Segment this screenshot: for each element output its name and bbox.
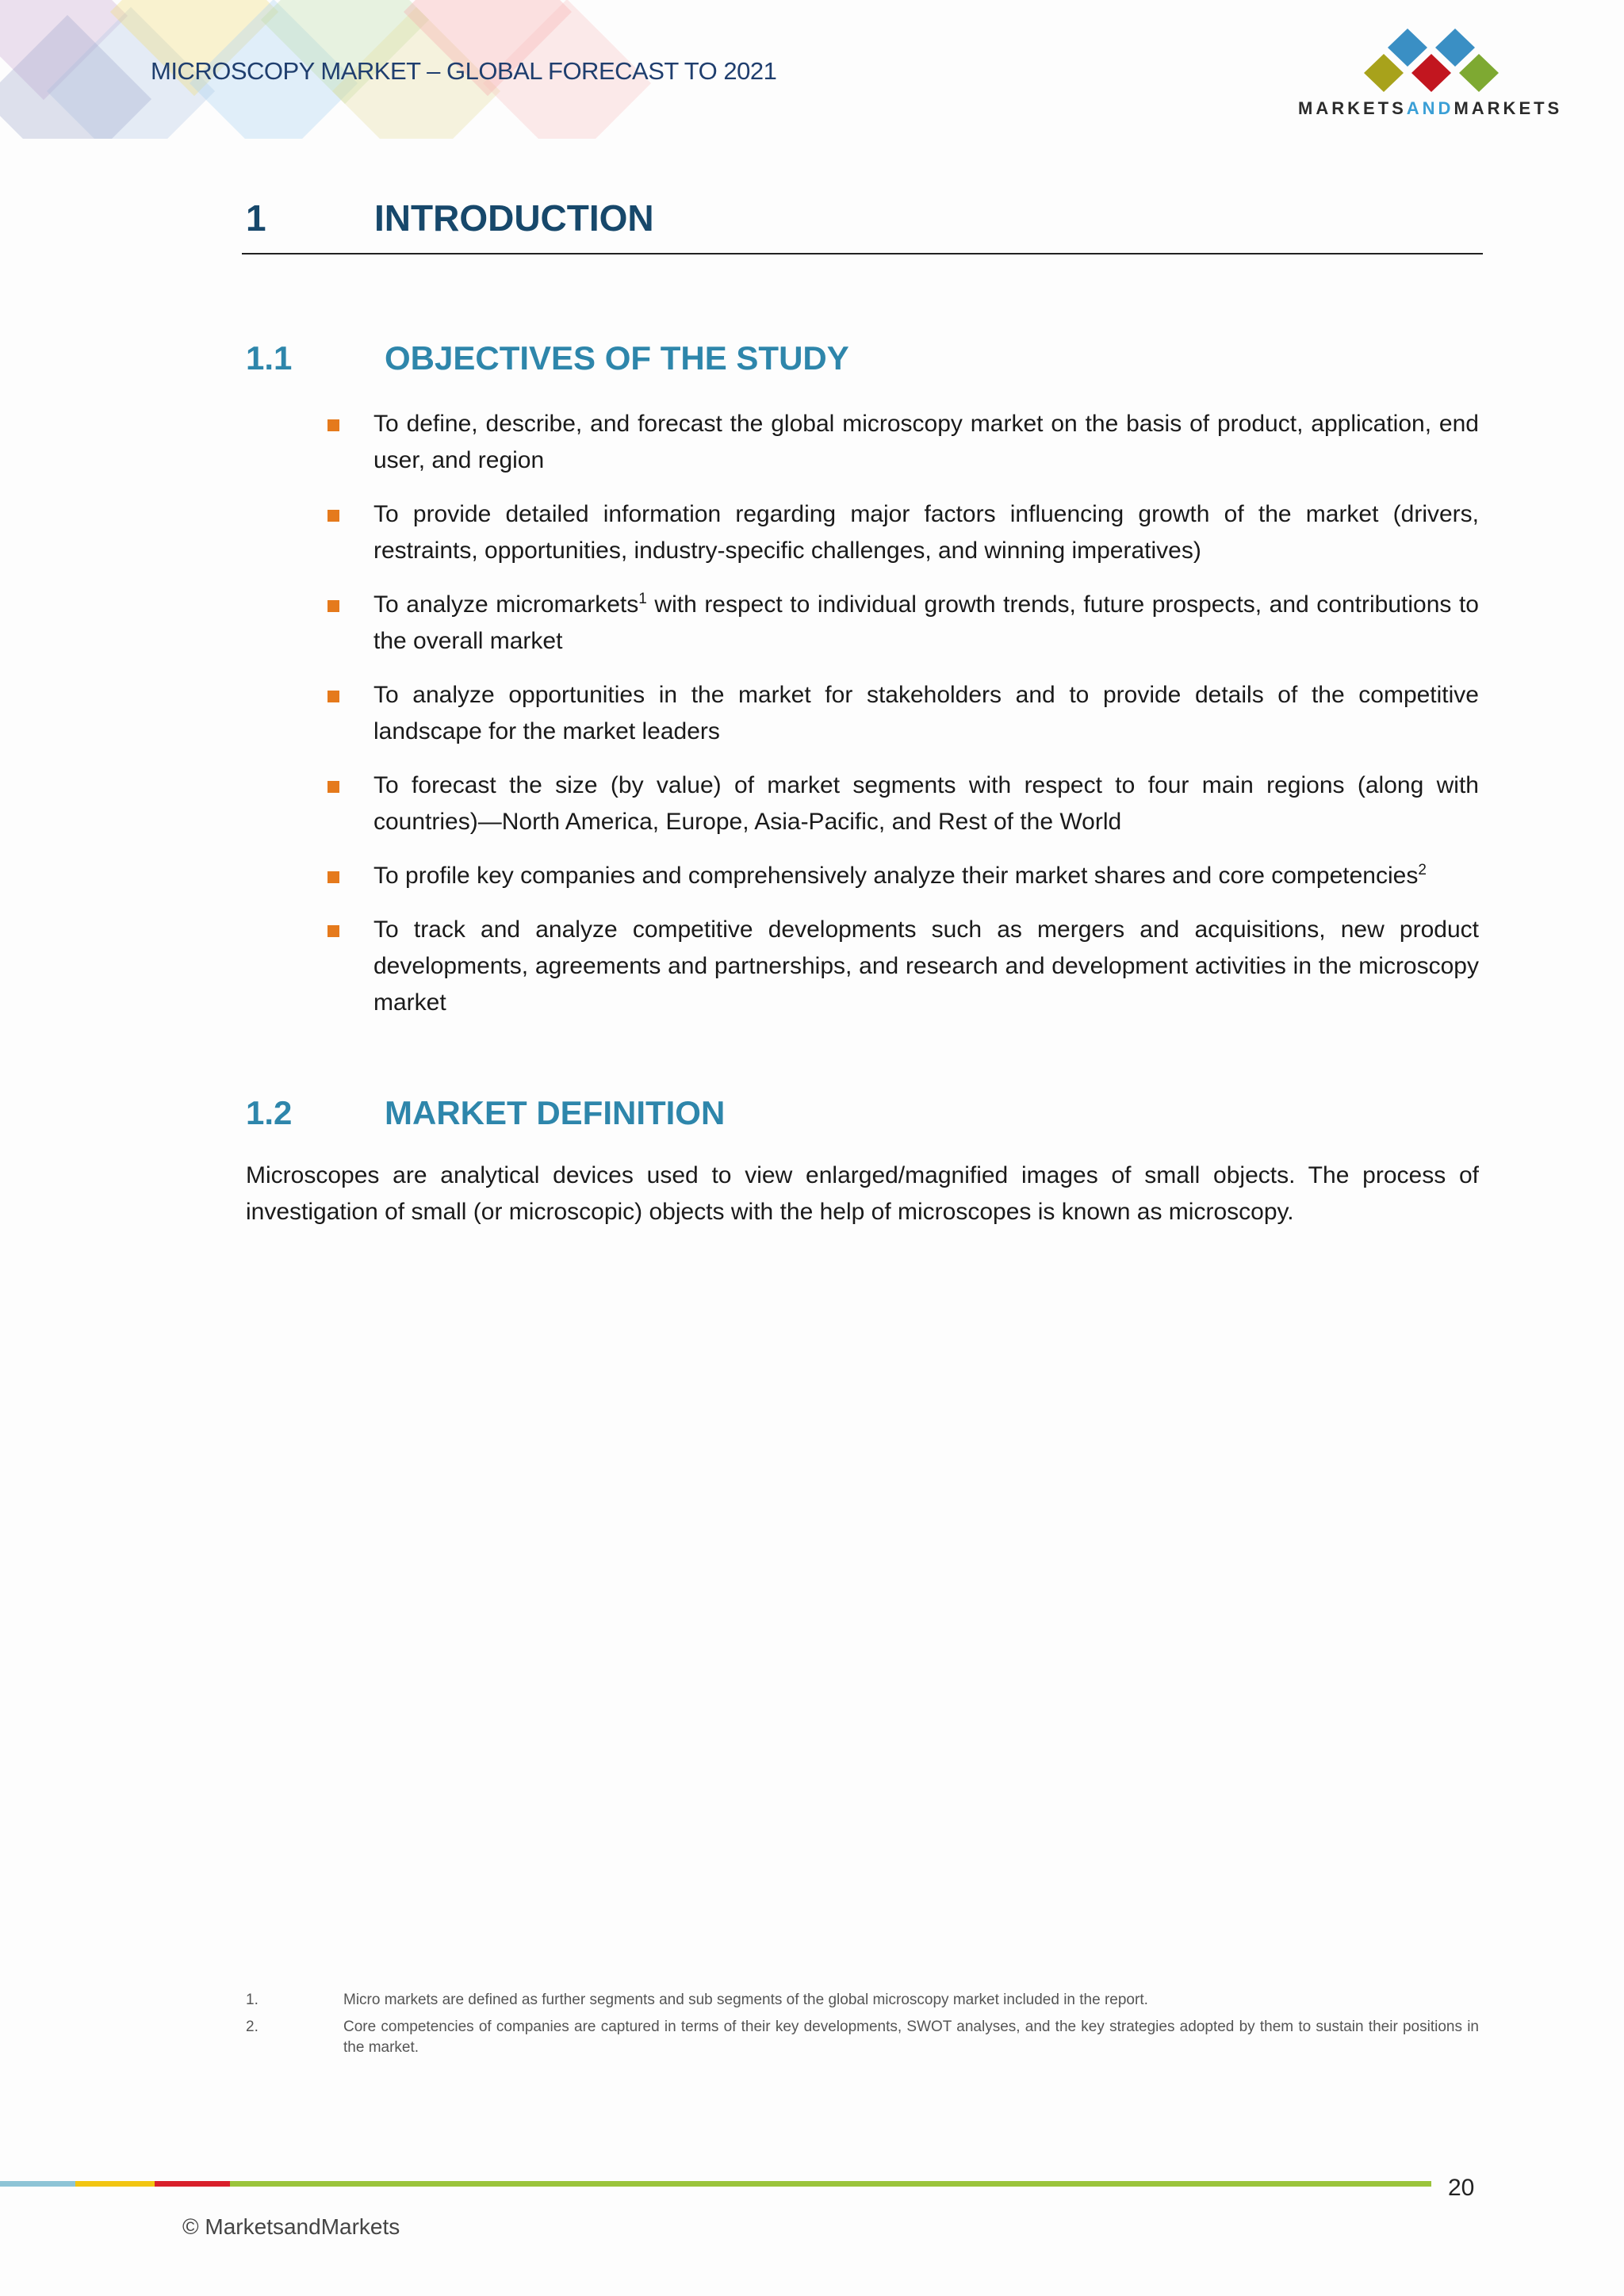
footer-bar-blue bbox=[0, 2181, 75, 2187]
copyright-notice: © MarketsandMarkets bbox=[182, 2214, 400, 2239]
list-item bbox=[321, 406, 1479, 479]
list-item-text-continued: with respect to individual growth trends, future prospects, and contributions to the overall market bbox=[373, 591, 1479, 654]
footnote-ref: 1 bbox=[638, 591, 647, 607]
footer-bar-green bbox=[230, 2181, 1431, 2187]
bullet-square-icon bbox=[327, 600, 339, 612]
list-item-text: To profile key companies and comprehensively analyze their market shares and core competencies bbox=[373, 863, 1419, 889]
list-item-text: To provide detailed information regarding major factors influencing growth of the market (drivers, restraints, opportunities, industry-specific challenges, and winning imperatives) bbox=[373, 501, 1479, 564]
list-item-text: To analyze opportunities in the market for stakeholders and to provide details of the competitive landscape for the market leaders bbox=[373, 682, 1479, 744]
footer-bar-yellow bbox=[75, 2181, 155, 2187]
footnote-text: Micro markets are defined as further segments and sub segments of the global microscopy market included in the report. bbox=[343, 1992, 1148, 2008]
bullet-square-icon bbox=[327, 691, 339, 702]
list-item bbox=[321, 912, 1479, 1021]
footnote-ref: 2 bbox=[1418, 862, 1427, 878]
bullet-square-icon bbox=[327, 781, 339, 793]
bullet-square-icon bbox=[327, 510, 339, 522]
list-item bbox=[321, 677, 1479, 750]
list-item bbox=[321, 767, 1479, 840]
footnote-text: Core competencies of companies are captured in terms of their key developments, SWOT analyses, and the key strategies adopted by them to sustain their positions in the market. bbox=[343, 2019, 1479, 2056]
chapter-divider bbox=[242, 253, 1483, 254]
list-item bbox=[321, 858, 1479, 894]
list-item-text: To forecast the size (by value) of market segments with respect to four main regions (along with countries)—North America, Europe, Asia-Pacific, and Rest of the World bbox=[373, 772, 1479, 835]
footnote bbox=[246, 2017, 1479, 2058]
market-definition-paragraph: Microscopes are analytical devices used to view enlarged/magnified images of small objects. The process of investigation of small (or microscopic) objects with the help of microscopes is known as microscopy. bbox=[246, 1162, 1479, 1225]
list-item-text: To analyze micromarkets bbox=[373, 591, 639, 618]
logo-text-left: MARKETS bbox=[1298, 98, 1407, 118]
section-number: 1.1 bbox=[246, 339, 293, 377]
list-item-text: To track and analyze competitive developments such as mergers and acquisitions, new product developments, agreements and partnerships, and research and development activities in the microscopy market bbox=[373, 916, 1479, 1016]
bullet-square-icon bbox=[327, 871, 339, 883]
footnote bbox=[246, 1990, 1479, 2011]
footnote-number: 2. bbox=[246, 2019, 259, 2035]
list-item-text: To define, describe, and forecast the global microscopy market on the basis of product, application, end user, and region bbox=[373, 411, 1479, 473]
page-number: 20 bbox=[1448, 2175, 1475, 2201]
footer-bar-red bbox=[155, 2181, 230, 2187]
bullet-square-icon bbox=[327, 925, 339, 937]
footnotes bbox=[246, 1990, 1479, 2064]
section-number: 1.2 bbox=[246, 1094, 293, 1131]
objectives-list bbox=[321, 406, 1479, 1039]
report-header-title: MICROSCOPY MARKET – GLOBAL FORECAST TO 2021 bbox=[151, 57, 777, 85]
footnote-number: 1. bbox=[246, 1992, 259, 2008]
section-title: OBJECTIVES OF THE STUDY bbox=[385, 339, 849, 377]
chapter-number: 1 bbox=[246, 197, 266, 239]
bullet-square-icon bbox=[327, 419, 339, 431]
logo-wordmark bbox=[1298, 98, 1562, 119]
logo-text-and: AND bbox=[1406, 98, 1454, 118]
chapter-title: INTRODUCTION bbox=[374, 197, 654, 239]
list-item bbox=[321, 496, 1479, 569]
list-item bbox=[321, 587, 1479, 660]
section-title: MARKET DEFINITION bbox=[385, 1094, 726, 1131]
logo-text-right: MARKETS bbox=[1454, 98, 1563, 118]
